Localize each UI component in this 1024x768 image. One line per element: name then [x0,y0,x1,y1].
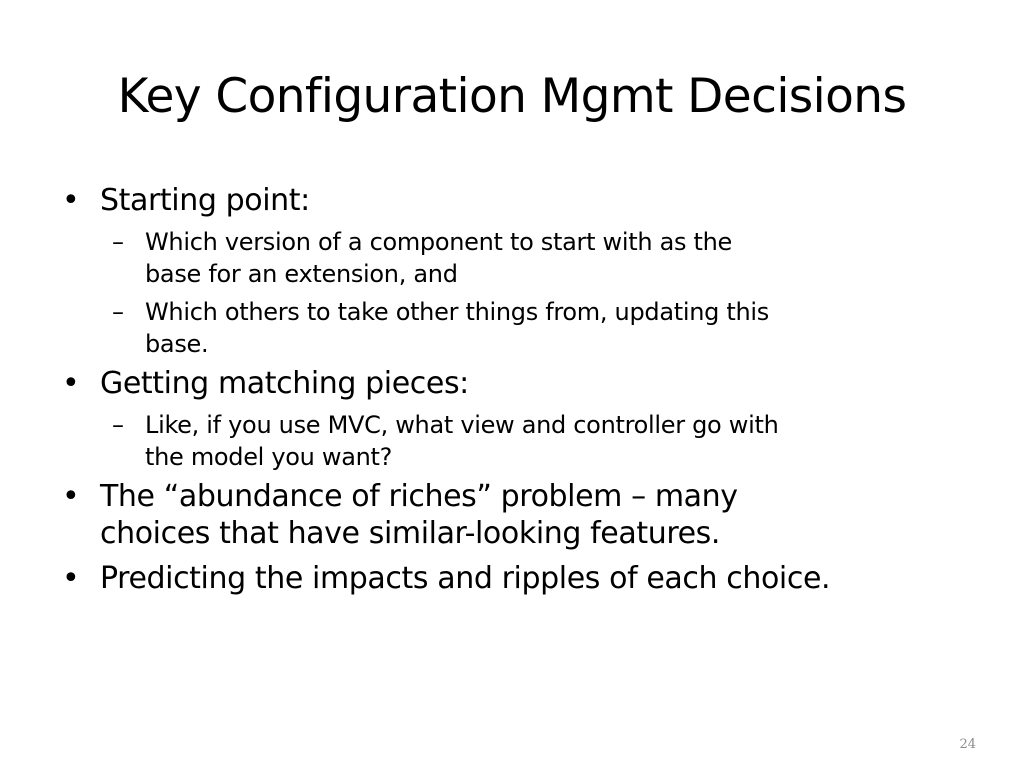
bullet-list [62,182,982,605]
bullet-text: Predicting the impacts and ripples of each choice. [100,561,831,596]
sub-bullet-line: base. [145,330,209,358]
bullet-text-line: choices that have similar-looking features. [100,516,721,551]
bullet-item-matching-pieces [62,365,982,402]
page-number: 24 [959,737,976,752]
bullet-icon: • [62,479,80,514]
bullet-text: Starting point: [100,183,310,218]
sub-bullet-list [62,408,982,472]
bullet-item-abundance [62,478,982,552]
sub-bullet-line: base for an extension, and [145,260,458,288]
sub-bullet-item [62,408,982,472]
bullet-item-predicting [62,560,982,597]
sub-bullet-line: Which version of a component to start with as the [145,228,732,256]
dash-bullet-icon: – [112,228,124,256]
bullet-icon: • [62,366,80,401]
slide-title: Key Configuration Mgmt Decisions [117,69,907,124]
dash-bullet-icon: – [112,298,124,326]
sub-bullet-item [62,295,982,359]
sub-bullet-line: the model you want? [145,443,393,471]
bullet-text: Getting matching pieces: [100,366,469,401]
sub-bullet-line: Which others to take other things from, updating this [145,298,769,326]
dash-bullet-icon: – [112,411,124,439]
sub-bullet-item [62,225,982,289]
sub-bullet-list [62,225,982,359]
sub-bullet-line: Like, if you use MVC, what view and controller go with [145,411,779,439]
bullet-icon: • [62,561,80,596]
bullet-text-line: The “abundance of riches” problem – many [100,479,738,514]
bullet-item-starting-point [62,182,982,219]
bullet-icon: • [62,183,80,218]
